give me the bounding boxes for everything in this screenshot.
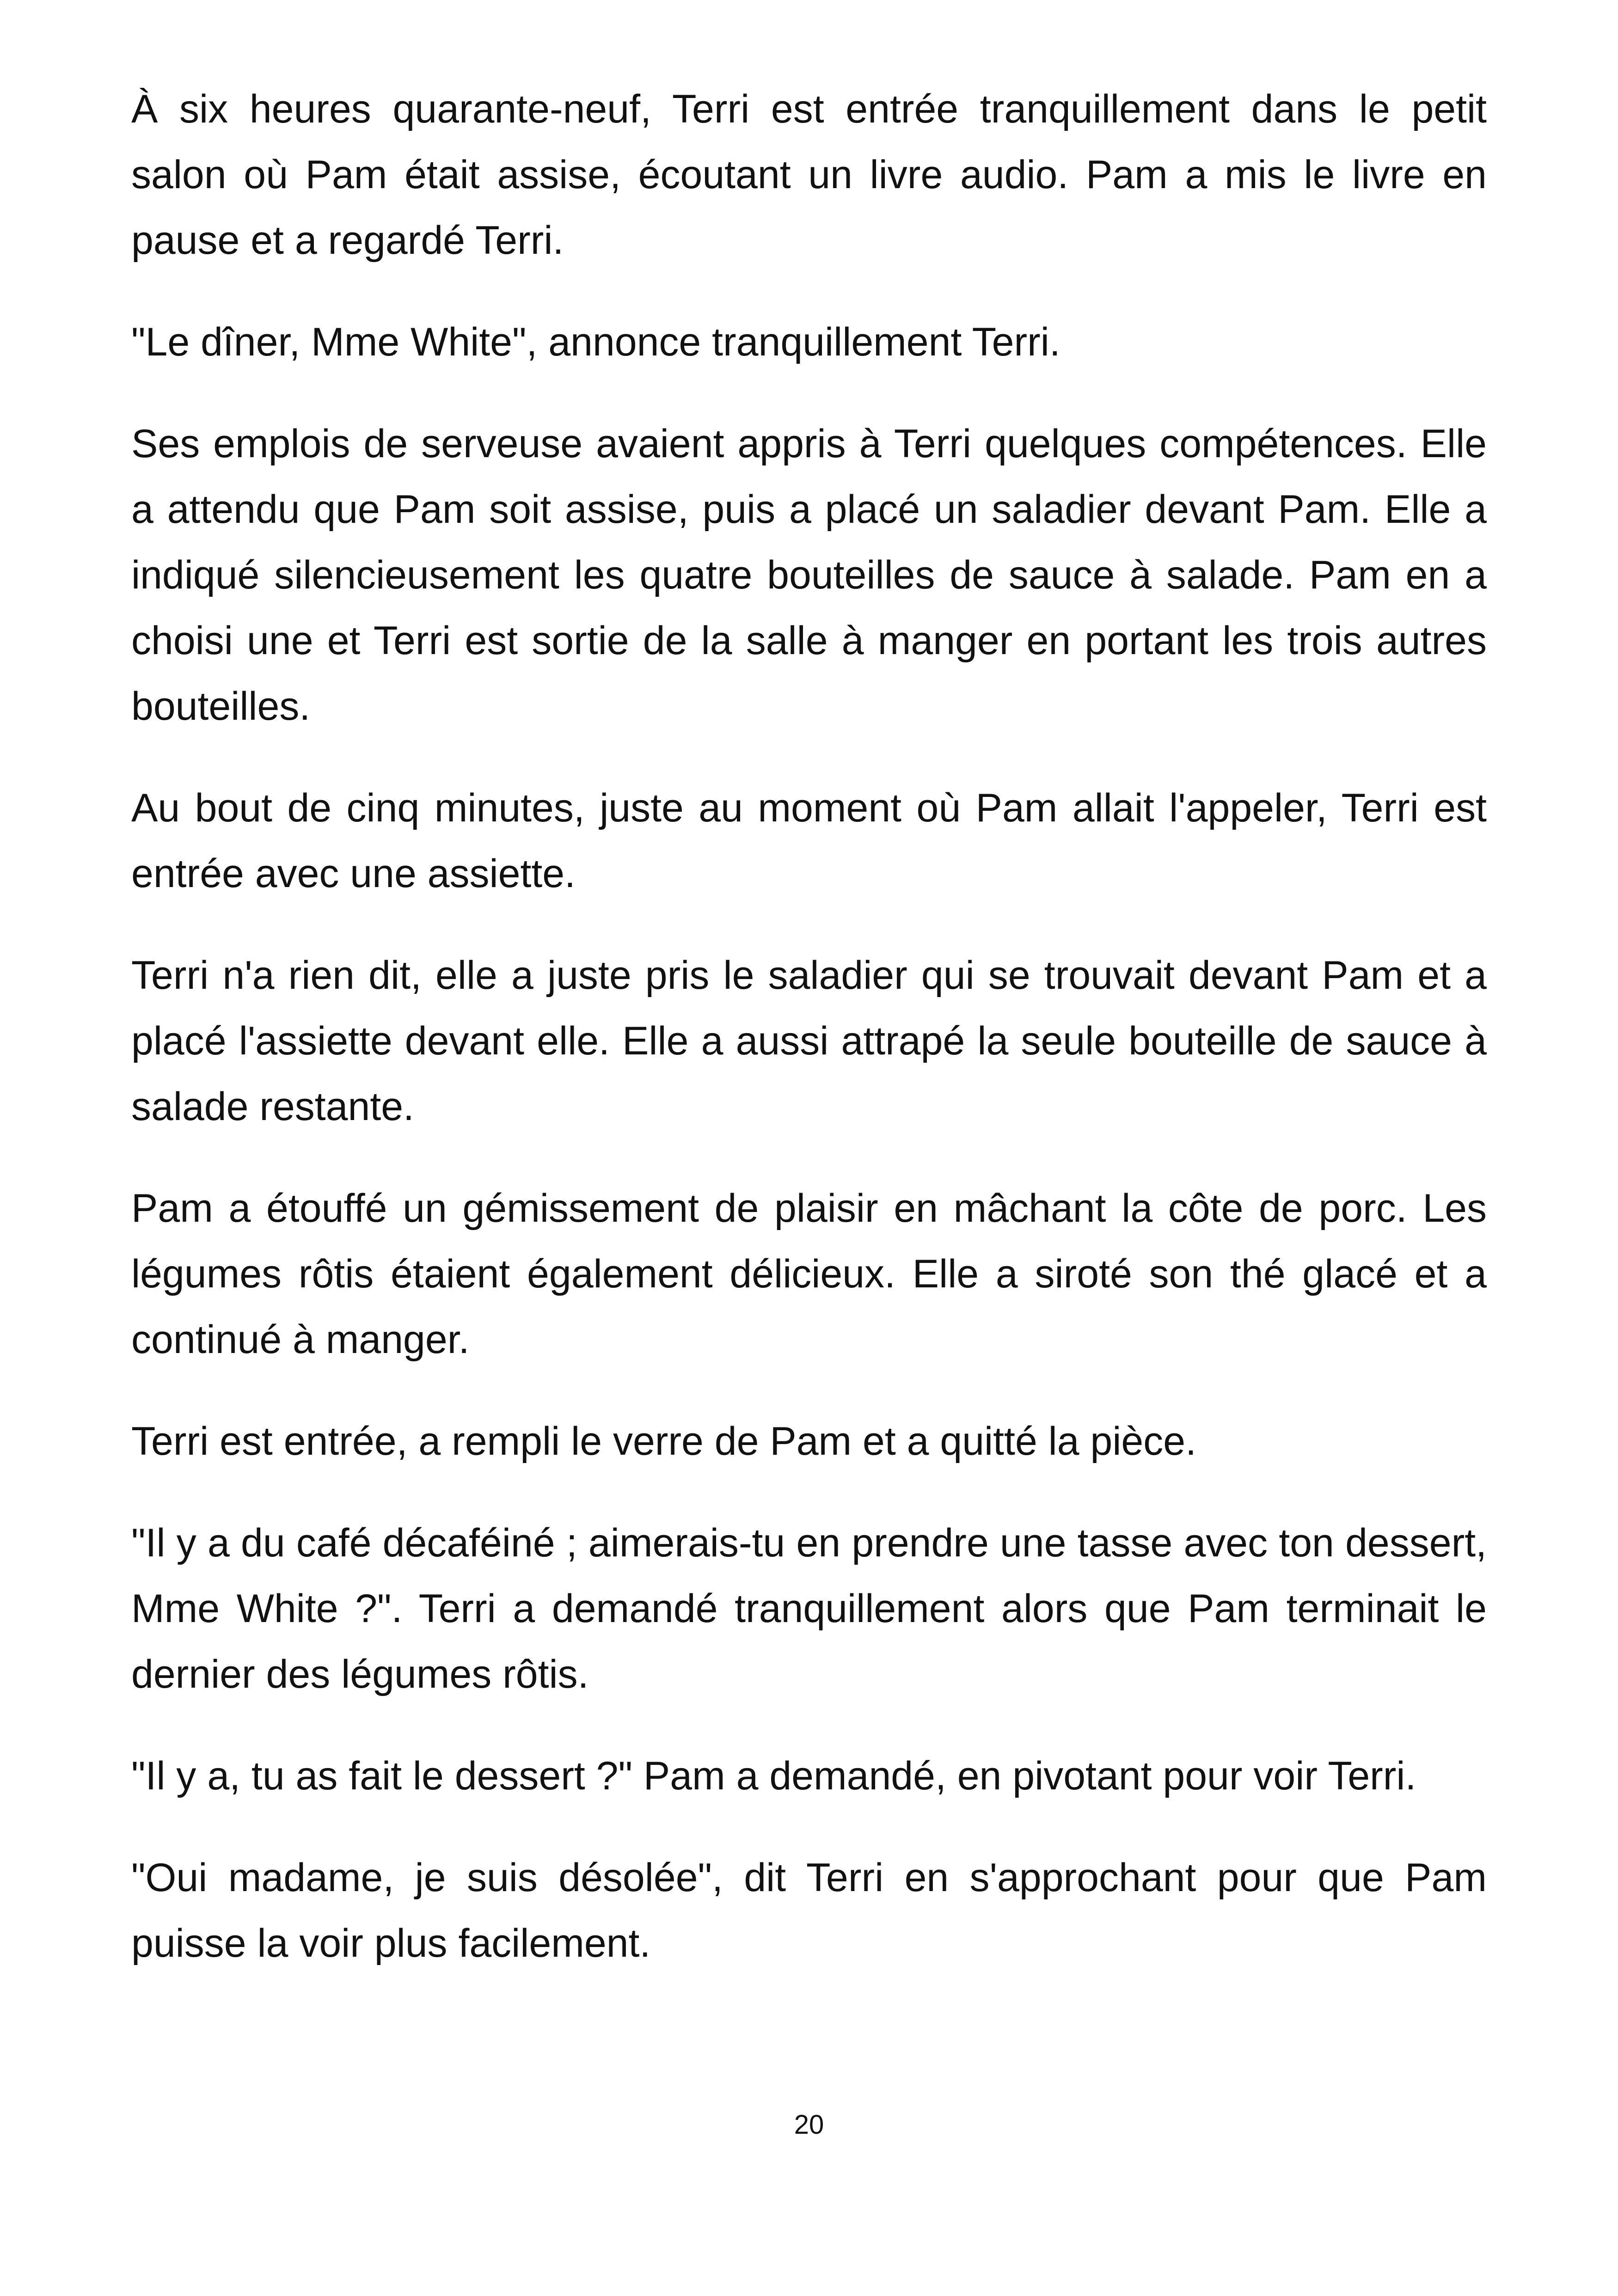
body-text <box>131 76 1487 2012</box>
paragraph-5: Terri n'a rien dit, elle a juste pris le saladier qui se trouvait devant Pam et a placé l'assiette devant elle. Elle a aussi attrapé la seule bouteille de sauce à salade restante. <box>131 953 1487 1129</box>
page-number: 20 <box>794 2110 824 2140</box>
paragraph-7: Terri est entrée, a rempli le verre de Pam et a quitté la pièce. <box>131 1419 1196 1463</box>
paragraph-1: À six heures quarante-neuf, Terri est entrée tranquillement dans le petit salon où Pam était assise, écoutant un livre audio. Pam a mis le livre en pause et a regardé Terri. <box>131 87 1487 263</box>
paragraph-6: Pam a étouffé un gémissement de plaisir en mâchant la côte de porc. Les légumes rôtis étaient également délicieux. Elle a siroté son thé glacé et a continué à manger. <box>131 1186 1487 1362</box>
paragraph-4: Au bout de cinq minutes, juste au moment où Pam allait l'appeler, Terri est entrée avec une assiette. <box>131 786 1487 896</box>
paragraph-3: Ses emplois de serveuse avaient appris à Terri quelques compétences. Elle a attendu que Pam soit assise, puis a placé un saladier devant Pam. Elle a indiqué silencieusement les quatre bouteilles de sauce à salade. Pam en a choisi une et Terri est sortie de la salle à manger en portant les trois autres bouteilles. <box>131 422 1487 729</box>
paragraph-10: "Oui madame, je suis désolée", dit Terri en s'approchant pour que Pam puisse la voir plus facilement. <box>131 1855 1487 1965</box>
paragraph-8: "Il y a du café décaféiné ; aimerais-tu en prendre une tasse avec ton dessert, Mme White ?". Terri a demandé tranquillement alors que Pam terminait le dernier des légumes rôtis. <box>131 1521 1487 1696</box>
paragraph-9: "Il y a, tu as fait le dessert ?" Pam a demandé, en pivotant pour voir Terri. <box>131 1754 1416 1798</box>
paragraph-2: "Le dîner, Mme White", annonce tranquillement Terri. <box>131 320 1060 364</box>
